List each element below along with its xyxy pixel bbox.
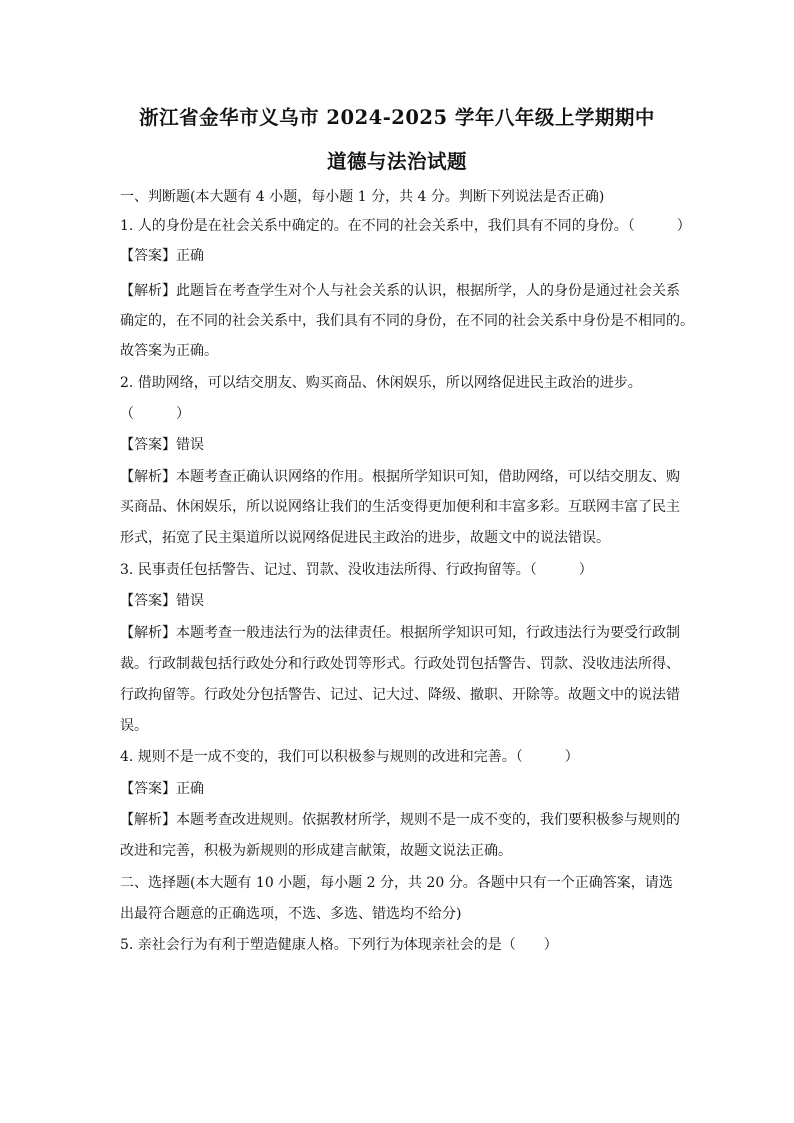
question-2-line-2: （ ）: [120, 406, 190, 422]
analysis-4-line-1: 【解析】本题考查改进规则。依据教材所学，规则不是一成不变的，我们要积极参与规则的: [120, 812, 680, 828]
question-4: 4. 规则不是一成不变的，我们可以积极参与规则的改进和完善。（ ）: [120, 749, 579, 765]
answer-3: 【答案】错误: [120, 593, 204, 609]
analysis-2-line-2: 买商品、休闲娱乐，所以说网络让我们的生活变得更加便利和丰富多彩。互联网丰富了民主: [120, 499, 680, 515]
analysis-3-line-3: 行政拘留等。行政处分包括警告、记过、记大过、降级、撤职、开除等。故题文中的说法错: [120, 687, 680, 703]
analysis-4-line-2: 改进和完善，积极为新规则的形成建言献策，故题文说法正确。: [120, 843, 512, 859]
answer-4: 【答案】正确: [120, 781, 204, 797]
analysis-1-line-2: 确定的，在不同的社会关系中，我们具有不同的身份，在不同的社会关系中身份是不相同的。: [120, 313, 694, 329]
analysis-2-line-1: 【解析】本题考查正确认识网络的作用。根据所学知识可知，借助网络，可以结交朋友、购: [120, 469, 680, 485]
question-3: 3. 民事责任包括警告、记过、罚款、没收违法所得、行政拘留等。（ ）: [120, 562, 593, 578]
analysis-1-line-3: 故答案为正确。: [120, 343, 218, 359]
analysis-3-line-4: 误。: [120, 718, 148, 734]
section-heading-choice-line-1: 二、选择题(本大题有 10 小题，每小题 2 分，共 20 分。各题中只有一个正确答案，请选: [120, 875, 673, 891]
question-2-line-1: 2. 借助网络，可以结交朋友、购买商品、休闲娱乐，所以网络促进民主政治的进步。: [120, 375, 642, 391]
analysis-3-line-1: 【解析】本题考查一般违法行为的法律责任。根据所学知识可知，行政违法行为要受行政制: [120, 625, 680, 641]
analysis-2-line-3: 形式，拓宽了民主渠道所以说网络促进民主政治的进步，故题文中的说法错误。: [120, 530, 610, 546]
section-heading-choice-line-2: 出最符合题意的正确选项，不选、多选、错选均不给分): [120, 906, 462, 922]
exam-title: 浙江省金华市义乌市 2024-2025 学年八年级上学期期中: [139, 106, 655, 129]
section-heading-judgement: 一、判断题(本大题有 4 小题，每小题 1 分，共 4 分。判断下列说法是否正确): [120, 189, 605, 205]
question-5: 5. 亲社会行为有利于塑造健康人格。下列行为体现亲社会的是（ ）: [120, 937, 558, 953]
exam-subtitle: 道德与法治试题: [326, 150, 467, 173]
answer-2: 【答案】错误: [120, 437, 204, 453]
analysis-1-line-1: 【解析】此题旨在考查学生对个人与社会关系的认识，根据所学，人的身份是通过社会关系: [120, 283, 680, 299]
question-1: 1. 人的身份是在社会关系中确定的。在不同的社会关系中，我们具有不同的身份。（ ）: [120, 218, 691, 234]
analysis-3-line-2: 裁。行政制裁包括行政处分和行政处罚等形式。行政处罚包括警告、罚款、没收违法所得、: [120, 656, 680, 672]
answer-1: 【答案】正确: [120, 248, 204, 264]
